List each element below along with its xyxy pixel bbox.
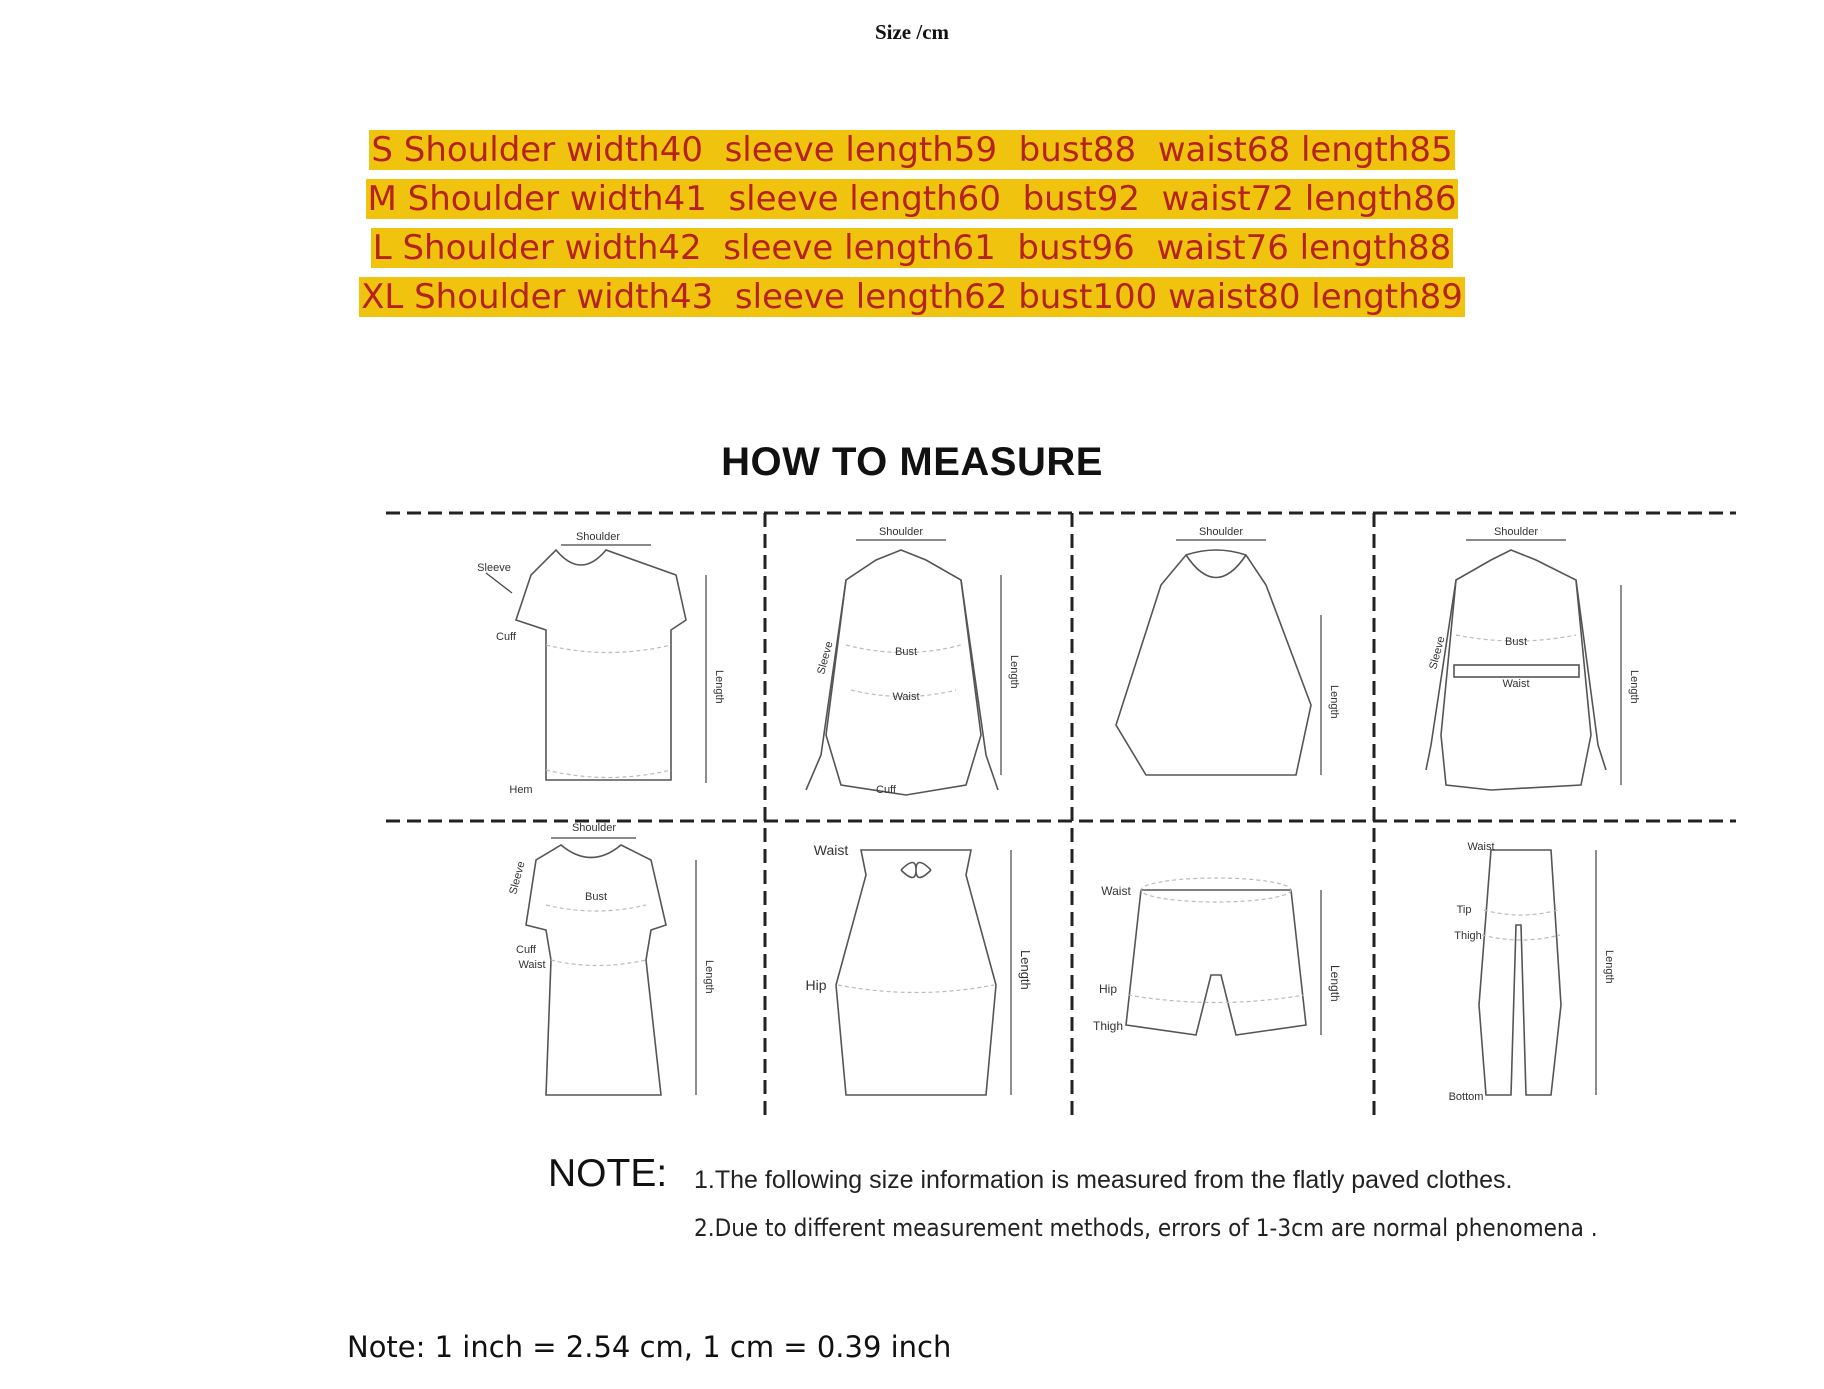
note-line-2: 2.Due to different measurement methods, errors of 1-3cm are normal phenomena .: [694, 1214, 1598, 1242]
label-thigh: Thigh: [1092, 1019, 1124, 1033]
label-bottom: Bottom: [1448, 1091, 1484, 1103]
label-length: Length: [713, 670, 725, 704]
label-shoulder-2: Shoulder: [878, 526, 924, 538]
label-sleeve-3: Sleeve: [1427, 635, 1448, 671]
label-tip: Tip: [1456, 904, 1472, 916]
cape-figure: [1116, 526, 1340, 775]
label-length-5: Length: [703, 960, 715, 994]
label-bust-2: Bust: [1504, 636, 1528, 648]
label-sleeve-2: Sleeve: [815, 640, 836, 676]
trench-figure: [1426, 526, 1640, 790]
label-waist-2: Waist: [1502, 678, 1530, 690]
label-hip: Hip: [805, 977, 827, 993]
label-shoulder-3: Shoulder: [1198, 526, 1244, 538]
blazer-figure: [806, 526, 1020, 796]
label-waist: Waist: [892, 691, 920, 703]
tshirt-figure: [477, 531, 725, 796]
size-table: [0, 126, 1824, 322]
label-waist-5: Waist: [1101, 884, 1131, 898]
label-length-8: Length: [1603, 950, 1615, 984]
label-sleeve: Sleeve: [477, 562, 511, 574]
label-length-6: Length: [1018, 950, 1033, 990]
dress-figure: [507, 822, 715, 1095]
unit-conversion-note: Note: 1 inch = 2.54 cm, 1 cm = 0.39 inch: [347, 1330, 952, 1364]
label-length-4: Length: [1628, 670, 1640, 704]
grid-lines: [386, 513, 1736, 1115]
measure-guide-grid: [386, 505, 1736, 1115]
label-hip-2: Hip: [1098, 982, 1118, 996]
size-row-s: S Shoulder width40 sleeve length59 bust88 waist68 length85: [371, 130, 1453, 170]
shorts-figure: [1093, 878, 1342, 1035]
label-waist-6: Waist: [1467, 841, 1495, 853]
label-waist-3: Waist: [518, 959, 546, 971]
note-label: NOTE:: [548, 1152, 668, 1195]
how-to-measure-title: HOW TO MEASURE: [721, 440, 1103, 484]
label-length-2: Length: [1008, 655, 1020, 689]
label-waist-4: Waist: [813, 842, 849, 858]
label-length-7: Length: [1328, 965, 1342, 1002]
size-row-l: L Shoulder width42 sleeve length61 bust96 waist76 length88: [372, 228, 1452, 268]
label-length-3: Length: [1328, 685, 1340, 719]
label-cuff-3: Cuff: [516, 944, 536, 956]
label-shoulder: Shoulder: [575, 531, 621, 543]
size-row-m: M Shoulder width41 sleeve length60 bust92 waist72 length86: [367, 179, 1457, 219]
size-row-xl: XL Shoulder width43 sleeve length62 bust100 waist80 length89: [361, 277, 1463, 317]
label-shoulder-4: Shoulder: [1493, 526, 1539, 538]
label-sleeve-4: Sleeve: [507, 860, 528, 896]
label-thigh-2: Thigh: [1454, 930, 1482, 942]
label-shoulder-5: Shoulder: [571, 822, 617, 834]
label-cuff-2: Cuff: [876, 784, 896, 796]
label-bust: Bust: [894, 646, 918, 658]
label-hem: Hem: [509, 784, 533, 796]
note-line-1: 1.The following size information is measured from the flatly paved clothes.: [694, 1166, 1513, 1194]
skirt-figure: [805, 842, 1033, 1095]
size-chart-title: Size /cm: [874, 20, 950, 44]
pants-figure: [1449, 841, 1615, 1103]
label-bust-3: Bust: [584, 891, 608, 903]
label-cuff: Cuff: [496, 631, 516, 643]
